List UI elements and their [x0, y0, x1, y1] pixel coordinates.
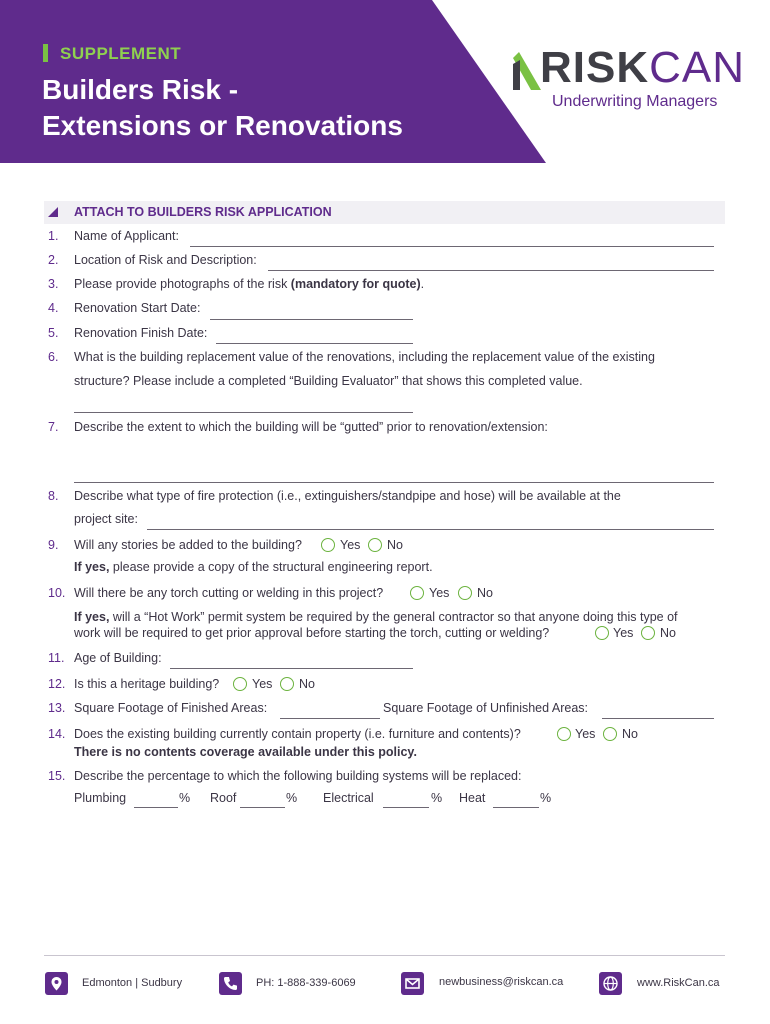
heat-percent-sign: % — [540, 791, 552, 805]
q6-label-line-1: What is the building replacement value of the renovations, including the replacement value of the existing — [74, 350, 655, 364]
q1-label: Name of Applicant: — [74, 229, 179, 243]
q10-hotwork-yes-radio[interactable] — [595, 626, 609, 640]
q10-no-label: No — [477, 586, 493, 600]
q13-finished-label: Square Footage of Finished Areas: — [74, 701, 268, 715]
q13-unfinished-answer-line[interactable] — [602, 718, 714, 719]
q2-answer-line[interactable] — [268, 270, 714, 271]
q6-label-line-2: structure? Please include a completed “Building Evaluator” that shows this completed value. — [74, 374, 583, 388]
q9-note — [74, 559, 433, 575]
q10-note-text: will a “Hot Work” permit system be required by the general contractor so that anyone doing this type of — [109, 610, 678, 624]
q10-label: Will there be any torch cutting or welding in this project? — [74, 586, 384, 600]
section-heading-label: ATTACH TO BUILDERS RISK APPLICATION — [74, 205, 332, 219]
corner-triangle-icon — [48, 207, 58, 217]
q3-period: . — [420, 277, 425, 291]
footer-website[interactable]: www.RiskCan.ca — [637, 977, 720, 989]
q8-answer-line[interactable] — [147, 529, 714, 530]
question-number: 3. — [48, 277, 59, 291]
q7-answer-line[interactable] — [74, 482, 714, 483]
q9-note-text: please provide a copy of the structural engineering report. — [109, 560, 433, 574]
q7-label: Describe the extent to which the building will be “gutted” prior to renovation/extension: — [74, 420, 548, 434]
q10-yes-label: Yes — [429, 586, 450, 600]
question-number: 14. — [48, 727, 66, 741]
q8-label-line-1: Describe what type of fire protection (i.e., extinguishers/standpipe and hose) will be available at the — [74, 489, 621, 503]
q12-label: Is this a heritage building? — [74, 677, 220, 691]
section-heading — [44, 201, 725, 224]
question-number: 1. — [48, 229, 59, 243]
question-number: 4. — [48, 301, 59, 315]
q3-text: Please provide photographs of the risk — [74, 277, 291, 291]
q12-no-radio[interactable] — [280, 677, 294, 691]
q1-answer-line[interactable] — [190, 246, 714, 247]
question-number: 11. — [48, 651, 65, 665]
q10-hotwork-no-radio[interactable] — [641, 626, 655, 640]
q14-note: There is no contents coverage available under this policy. — [74, 745, 417, 759]
q13-unfinished-label: Square Footage of Unfinished Areas: — [383, 701, 588, 715]
q10-yes-radio[interactable] — [410, 586, 424, 600]
question-number: 12. — [48, 677, 66, 691]
q9-no-label: No — [387, 538, 403, 552]
q10-no-radio[interactable] — [458, 586, 472, 600]
page-title — [42, 72, 403, 144]
question-number: 2. — [48, 253, 59, 267]
question-number: 7. — [48, 420, 59, 434]
phone-icon — [219, 972, 242, 995]
q12-no-label: No — [299, 677, 315, 691]
plumbing-percent-line[interactable] — [134, 807, 178, 808]
logo-tagline: Underwriting Managers — [552, 93, 718, 110]
q12-yes-radio[interactable] — [233, 677, 247, 691]
location-pin-icon — [45, 972, 68, 995]
question-number: 6. — [48, 350, 59, 364]
q3-label — [74, 276, 424, 292]
q14-yes-label: Yes — [575, 727, 596, 741]
heat-label: Heat — [459, 791, 486, 805]
roof-label: Roof — [210, 791, 237, 805]
q6-answer-line[interactable] — [74, 412, 413, 413]
q9-note-bold: If yes, — [74, 560, 110, 574]
electrical-percent-line[interactable] — [383, 807, 429, 808]
riskcan-logo — [540, 44, 745, 92]
q5-label: Renovation Finish Date: — [74, 326, 208, 340]
riskcan-logo-mark-icon — [513, 52, 541, 94]
title-line-2: Extensions or Renovations — [42, 110, 403, 141]
logo-can: CAN — [649, 43, 746, 92]
question-number: 8. — [48, 489, 59, 503]
email-icon — [401, 972, 424, 995]
q8-label-line-2: project site: — [74, 512, 138, 526]
question-number: 13. — [48, 701, 66, 715]
footer-location: Edmonton | Sudbury — [82, 977, 183, 989]
question-number: 15. — [48, 769, 66, 783]
q10-note-bold: If yes, — [74, 610, 110, 624]
q13-finished-answer-line[interactable] — [280, 718, 380, 719]
q14-label: Does the existing building currently contain property (i.e. furniture and contents)? — [74, 727, 521, 741]
question-number: 10. — [48, 586, 66, 600]
title-line-1: Builders Risk - — [42, 74, 239, 105]
q10-hotwork-yes-label: Yes — [613, 626, 634, 640]
supplement-label: SUPPLEMENT — [60, 44, 182, 63]
q5-answer-line[interactable] — [216, 343, 413, 344]
q10-note-line-2: work will be required to get prior approval before starting the torch, cutting or welding? — [74, 626, 550, 640]
q4-label: Renovation Start Date: — [74, 301, 201, 315]
q9-no-radio[interactable] — [368, 538, 382, 552]
electrical-percent-sign: % — [431, 791, 443, 805]
q2-label: Location of Risk and Description: — [74, 253, 257, 267]
plumbing-label: Plumbing — [74, 791, 127, 805]
roof-percent-sign: % — [286, 791, 298, 805]
q4-answer-line[interactable] — [210, 319, 413, 320]
q9-yes-label: Yes — [340, 538, 361, 552]
heat-percent-line[interactable] — [493, 807, 539, 808]
footer-phone: PH: 1-888-339-6069 — [256, 977, 356, 989]
q9-label: Will any stories be added to the building? — [74, 538, 302, 552]
q10-note-line-1 — [74, 609, 678, 625]
electrical-label: Electrical — [323, 791, 374, 805]
plumbing-percent-sign: % — [179, 791, 191, 805]
q11-answer-line[interactable] — [170, 668, 413, 669]
q11-label: Age of Building: — [74, 651, 162, 665]
question-number: 5. — [48, 326, 59, 340]
supplement-marker — [43, 44, 48, 62]
q14-no-radio[interactable] — [603, 727, 617, 741]
q9-yes-radio[interactable] — [321, 538, 335, 552]
q10-hotwork-no-label: No — [660, 626, 676, 640]
logo-risk: RISK — [540, 43, 650, 92]
footer-divider — [44, 955, 725, 956]
question-number: 9. — [48, 538, 59, 552]
q14-no-label: No — [622, 727, 638, 741]
q3-mandatory: (mandatory for quote) — [290, 277, 421, 291]
q15-label: Describe the percentage to which the following building systems will be replaced: — [74, 769, 522, 783]
q14-yes-radio[interactable] — [557, 727, 571, 741]
q12-yes-label: Yes — [252, 677, 273, 691]
footer-email[interactable]: newbusiness@riskcan.ca — [439, 976, 564, 988]
roof-percent-line[interactable] — [240, 807, 285, 808]
globe-icon — [599, 972, 622, 995]
